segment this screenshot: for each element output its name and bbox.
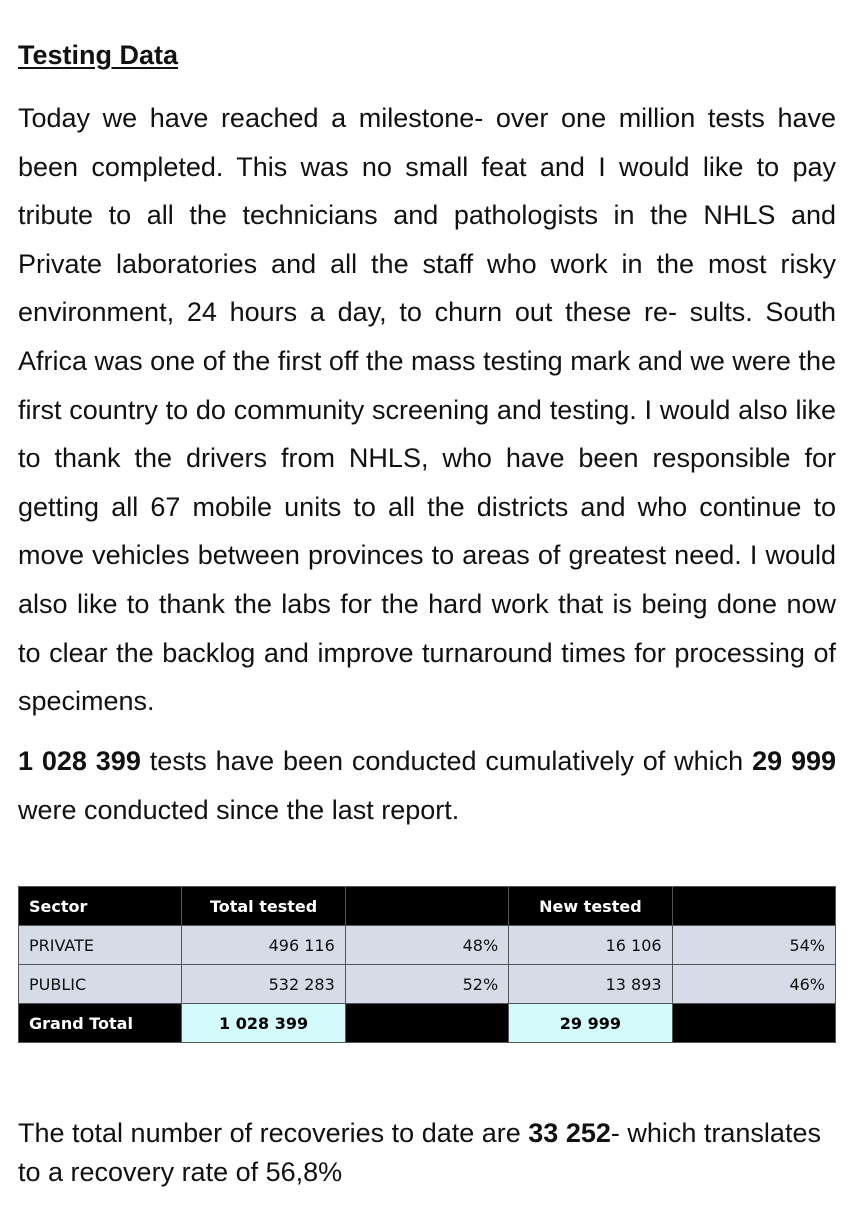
cell-grand-total-label: Grand Total bbox=[19, 1004, 182, 1043]
cell-grand-total-blank bbox=[672, 1004, 835, 1043]
cell-grand-total-blank bbox=[345, 1004, 508, 1043]
tests-since-last-value: 29 999 bbox=[752, 746, 837, 776]
cell-new-pct: 54% bbox=[672, 926, 835, 965]
header-new-pct bbox=[672, 887, 835, 926]
cell-sector: PRIVATE bbox=[19, 926, 182, 965]
cell-new-tested: 16 106 bbox=[509, 926, 672, 965]
cell-total-tested: 496 116 bbox=[182, 926, 345, 965]
testing-data-table bbox=[18, 886, 836, 1043]
header-new-tested: New tested bbox=[509, 887, 672, 926]
tests-summary-text-end: were conducted since the last report. bbox=[18, 794, 460, 825]
cell-grand-total-tested: 1 028 399 bbox=[182, 1004, 345, 1043]
tests-summary-text-middle: tests have been conducted cumulatively of which bbox=[140, 746, 753, 776]
header-sector: Sector bbox=[19, 887, 182, 926]
cell-new-pct: 46% bbox=[672, 965, 835, 1004]
cell-sector: PUBLIC bbox=[19, 965, 182, 1004]
cumulative-tests-value: 1 028 399 bbox=[18, 746, 141, 776]
recoveries-text-start: The total number of recoveries to date are bbox=[18, 1118, 529, 1148]
section-heading: Testing Data bbox=[18, 40, 179, 70]
intro-paragraph: Today we have reached a milestone- over one million tests have been completed. This was no small feat and I would like to pay tribute to all the technicians and pathologists in the NHLS and Private laboratories and all the staff who work in the most risky environment, 24 hours a day, to churn out these re- sults. South Africa was one of the first off the mass testing mark and we were the first country to do community screening and testing. I would also like to thank the drivers from NHLS, who have been responsible for getting all 67 mobile units to all the districts and who continue to move vehicles between provinces to areas of greatest need. I would also like to thank the labs for the hard work that is being done now to clear the backlog and improve turnaround times for processing of specimens. bbox=[18, 103, 836, 717]
recoveries-count: 33 252 bbox=[528, 1118, 611, 1148]
recoveries-paragraph bbox=[18, 1114, 836, 1192]
tests-summary-paragraph bbox=[18, 737, 836, 834]
recoveries-text-end: - which translates to a recovery rate of 56,8% bbox=[18, 1118, 821, 1187]
cell-total-pct: 48% bbox=[345, 926, 508, 965]
table-row-public bbox=[19, 965, 836, 1004]
cell-total-tested: 532 283 bbox=[182, 965, 345, 1004]
header-total-pct bbox=[345, 887, 508, 926]
table-row-grand-total bbox=[19, 1004, 836, 1043]
cell-grand-total-new-tested: 29 999 bbox=[509, 1004, 672, 1043]
cell-new-tested: 13 893 bbox=[509, 965, 672, 1004]
header-total-tested: Total tested bbox=[182, 887, 345, 926]
table-row-private bbox=[19, 926, 836, 965]
cell-total-pct: 52% bbox=[345, 965, 508, 1004]
table-header-row bbox=[19, 887, 836, 926]
